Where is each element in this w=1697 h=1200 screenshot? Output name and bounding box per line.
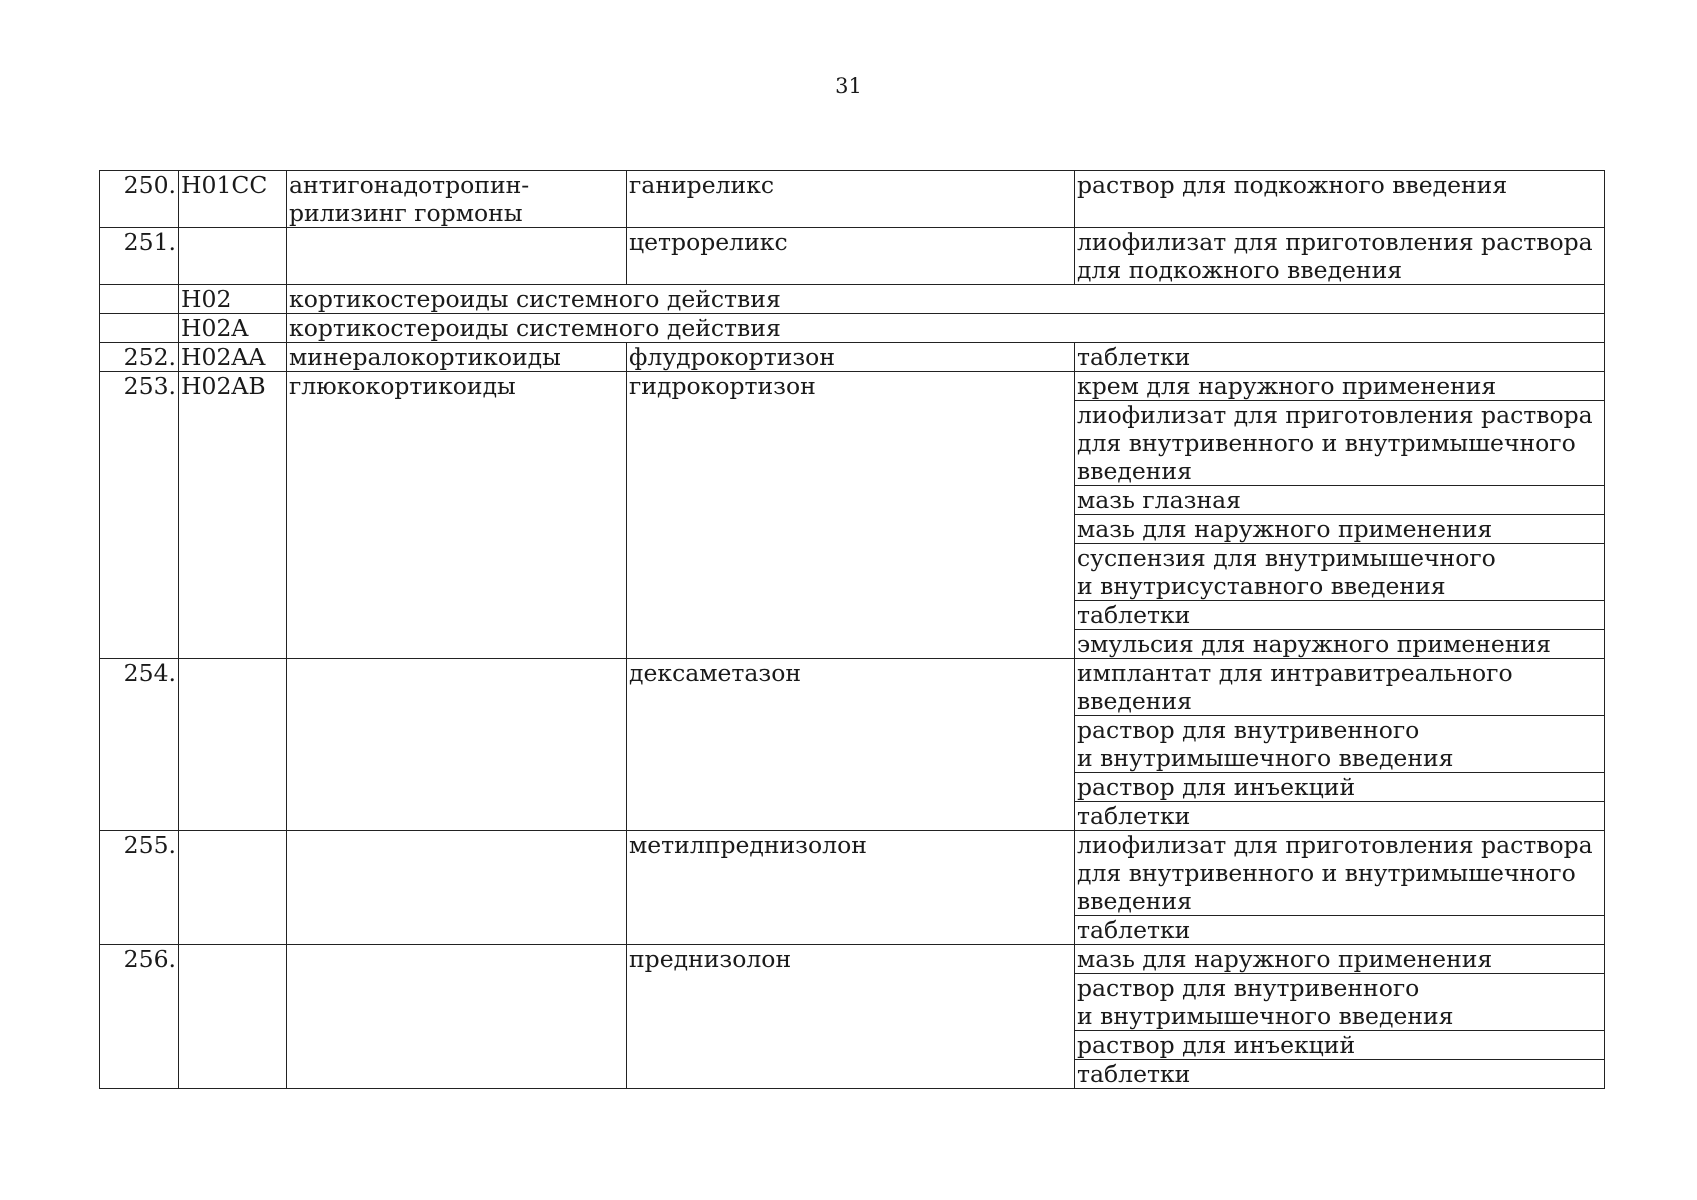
group-cell: антигонадотропин- рилизинг гормоны	[287, 171, 627, 228]
atc-code-cell	[179, 659, 287, 831]
dosage-form-cell: крем для наружного применения	[1075, 372, 1605, 401]
table-body	[100, 171, 1605, 1089]
dosage-form-cell: таблетки	[1075, 601, 1605, 630]
group-cell: минералокортикоиды	[287, 343, 627, 372]
dosage-form-cell: таблетки	[1075, 1060, 1605, 1089]
group-cell	[287, 831, 627, 945]
table-row	[100, 945, 1605, 974]
dosage-form-cell: мазь глазная	[1075, 486, 1605, 515]
page-number: 31	[835, 74, 862, 98]
table-row	[100, 228, 1605, 285]
row-number-cell: 250.	[100, 171, 179, 228]
atc-code-cell: H02	[179, 285, 287, 314]
section-row	[100, 314, 1605, 343]
table-row	[100, 372, 1605, 401]
row-number-cell: 256.	[100, 945, 179, 1089]
dosage-form-cell: таблетки	[1075, 916, 1605, 945]
atc-code-cell	[179, 945, 287, 1089]
row-number-cell: 252.	[100, 343, 179, 372]
dosage-form-cell: раствор для инъекций	[1075, 1031, 1605, 1060]
table-row	[100, 831, 1605, 916]
drug-name-cell: флудрокортизон	[627, 343, 1075, 372]
drug-name-cell: дексаметазон	[627, 659, 1075, 831]
dosage-form-cell: мазь для наружного применения	[1075, 515, 1605, 544]
atc-code-cell: H02A	[179, 314, 287, 343]
atc-code-cell	[179, 228, 287, 285]
atc-code-cell: H02AB	[179, 372, 287, 659]
row-number-cell: 253.	[100, 372, 179, 659]
group-cell	[287, 228, 627, 285]
section-title-cell: кортикостероиды системного действия	[287, 314, 1605, 343]
table-row	[100, 659, 1605, 716]
dosage-form-cell: мазь для наружного применения	[1075, 945, 1605, 974]
row-number-cell: 254.	[100, 659, 179, 831]
section-row	[100, 285, 1605, 314]
table-row	[100, 343, 1605, 372]
row-number-cell	[100, 285, 179, 314]
drug-name-cell: преднизолон	[627, 945, 1075, 1089]
dosage-form-cell: эмульсия для наружного применения	[1075, 630, 1605, 659]
dosage-form-cell: раствор для внутривенного и внутримышечного введения	[1075, 974, 1605, 1031]
dosage-form-cell: раствор для подкожного введения	[1075, 171, 1605, 228]
dosage-form-cell: таблетки	[1075, 802, 1605, 831]
group-cell	[287, 659, 627, 831]
atc-code-cell: H02AA	[179, 343, 287, 372]
dosage-form-cell: таблетки	[1075, 343, 1605, 372]
dosage-form-cell: лиофилизат для приготовления раствора для подкожного введения	[1075, 228, 1605, 285]
dosage-form-cell: раствор для внутривенного и внутримышечного введения	[1075, 716, 1605, 773]
drug-name-cell: гидрокортизон	[627, 372, 1075, 659]
drug-table	[99, 170, 1605, 1089]
dosage-form-cell: имплантат для интравитреального введения	[1075, 659, 1605, 716]
drug-name-cell: ганиреликс	[627, 171, 1075, 228]
dosage-form-cell: лиофилизат для приготовления раствора для внутривенного и внутримышечного введения	[1075, 401, 1605, 486]
drug-name-cell: цетрореликс	[627, 228, 1075, 285]
atc-code-cell	[179, 831, 287, 945]
row-number-cell: 255.	[100, 831, 179, 945]
group-cell	[287, 945, 627, 1089]
row-number-cell: 251.	[100, 228, 179, 285]
drug-name-cell: метилпреднизолон	[627, 831, 1075, 945]
atc-code-cell: H01CC	[179, 171, 287, 228]
dosage-form-cell: суспензия для внутримышечного и внутрисуставного введения	[1075, 544, 1605, 601]
table-row	[100, 171, 1605, 228]
row-number-cell	[100, 314, 179, 343]
dosage-form-cell: лиофилизат для приготовления раствора для внутривенного и внутримышечного введения	[1075, 831, 1605, 916]
section-title-cell: кортикостероиды системного действия	[287, 285, 1605, 314]
dosage-form-cell: раствор для инъекций	[1075, 773, 1605, 802]
group-cell: глюкокортикоиды	[287, 372, 627, 659]
